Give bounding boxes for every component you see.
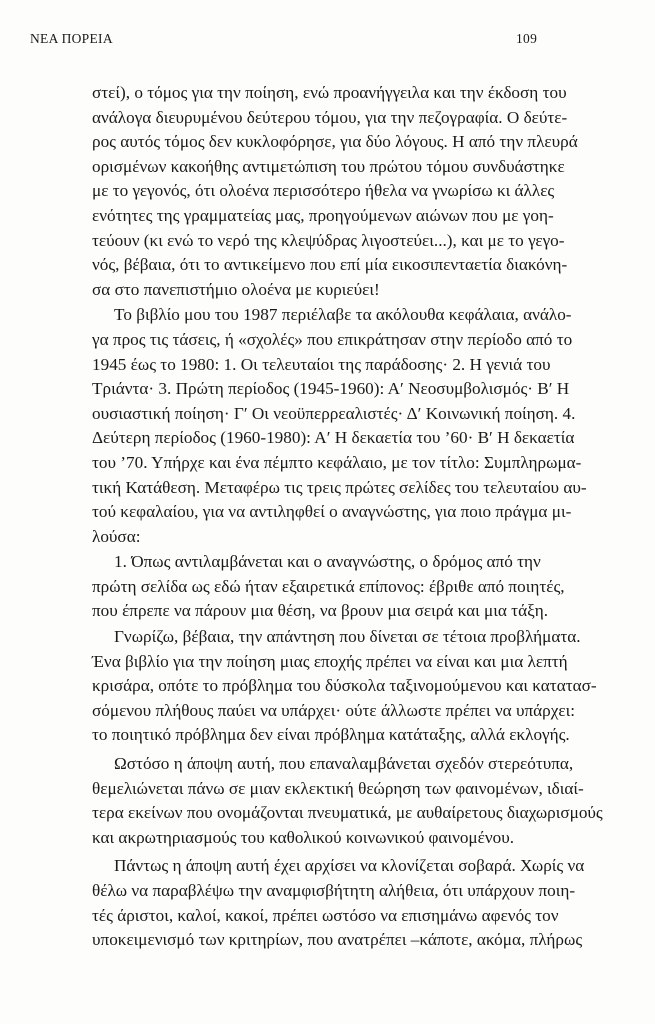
- text-line: τές άριστοι, καλοί, κακοί, πρέπει ωστόσο να επισημάνω αφενός τον: [92, 905, 559, 925]
- text-line: Ένα βιβλίο για την ποίηση μιας εποχής πρέπει να είναι και μια λεπτή: [92, 651, 568, 671]
- running-head: ΝΕΑ ΠΟΡΕΙΑ: [30, 31, 113, 46]
- text-line: σόμενου πλήθους παύει να υπάρχει· ούτε άλλωστε πρέπει να υπάρχει:: [92, 700, 575, 720]
- text-line: και ακρωτηριασμούς του καθολικού κοινωνικού φαινομένου.: [92, 827, 515, 847]
- text-line: ουσιαστική ποίηση· Γ′ Οι νεοϋπερρεαλιστές· Δ′ Κοινωνική ποίηση. 4.: [92, 403, 576, 423]
- text-line: γα προς τις τάσεις, ή «σχολές» που επικράτησαν στην περίοδο από το: [92, 329, 573, 349]
- text-line: νός, βέβαια, ότι το αντικείμενο που επί μία εικοσιπενταετία διακόνη-: [92, 255, 568, 275]
- text-line: ρος αυτός τόμος δεν κυκλοφόρησε, για δύο λόγους. Η από την πλευρά: [92, 132, 578, 152]
- text-line: στεί), ο τόμος για την ποίηση, ενώ προανήγγειλα και την έκδοση του: [92, 83, 567, 102]
- text-line: ανάλογα διευρυμένου δεύτερου τόμου, για την πεζογραφία. Ο δεύτε-: [92, 107, 568, 127]
- paragraph: [92, 752, 603, 850]
- text-line: Το βιβλίο μου του 1987 περιέλαβε τα ακόλουθα κεφάλαια, ανάλο-: [114, 305, 572, 325]
- text-line: σα στο πανεπιστήμιο ολοένα με κυριεύει!: [92, 279, 380, 299]
- page-number: 109: [516, 31, 538, 46]
- paragraph: [92, 854, 585, 952]
- text-line: 1. Όπως αντιλαμβάνεται και ο αναγνώστης, ο δρόμος από την: [114, 552, 541, 572]
- paragraph: [92, 550, 565, 624]
- text-line: που έπρεπε να πάρουν μια θέση, να βρουν μια σειρά και μια τάξη.: [92, 601, 549, 621]
- text-line: λούσα:: [92, 526, 141, 546]
- text-line: τερα εκείνων που ονομάζονται πνευματικά, με αυθαίρετους διαχωρισμούς: [92, 803, 603, 823]
- paragraph: [92, 303, 587, 549]
- body-text: [92, 81, 603, 953]
- text-line: θέλω να παραβλέψω την αναμφισβήτητη αλήθεια, ότι υπάρχουν ποιη-: [92, 881, 576, 900]
- text-line: θεμελιώνεται πάνω σε μιαν εκλεκτική θεώρηση των φαινομένων, ιδιαί-: [92, 778, 584, 798]
- text-line: Δεύτερη περίοδος (1960-1980): Α′ Η δεκαετία του ’60· Β′ Η δεκαετία: [92, 428, 575, 448]
- text-line: πρώτη σελίδα ως εδώ ήταν εξαιρετικά επίπονος: έβριθε από ποιητές,: [92, 576, 565, 596]
- text-line: τού κεφαλαίου, για να αντιληφθεί ο αναγνώστης, για ποιο πράγμα μι-: [92, 502, 572, 522]
- text-line: Ωστόσο η άποψη αυτή, που επαναλαμβάνεται σχεδόν στερεότυπα,: [114, 754, 574, 774]
- text-line: τεύουν (κι ενώ το νερό της κλεψύδρας λιγοστεύει...), και με το γεγο-: [92, 230, 565, 250]
- text-line: με το γεγονός, ότι ολοένα περισσότερο ήθελα να γνωρίσω κι άλλες: [92, 181, 555, 201]
- text-line: το ποιητικό πρόβλημα δεν είναι πρόβλημα κατάταξης, αλλά εκλογής.: [92, 725, 570, 745]
- text-line: κρισάρα, οπότε το πρόβλημα του δύσκολα ταξινομούμενου και κατατασ-: [92, 676, 597, 696]
- text-line: ενότητες της γραμματείας μας, προηγούμενων αιώνων που με γοη-: [92, 205, 554, 225]
- text-line: τική Κατάθεση. Μεταφέρω τις τρεις πρώτες σελίδες του τελευταίου αυ-: [92, 477, 587, 497]
- text-line: Γνωρίζω, βέβαια, την απάντηση που δίνεται σε τέτοια προβλήματα.: [114, 627, 581, 647]
- text-line: ορισμένων κακοήθης αντιμετώπιση του πρώτου τόμου συνδυάστηκε: [92, 156, 565, 176]
- text-line: του ’70. Υπήρχε και ένα πέμπτο κεφάλαιο, με τον τίτλο: Συμπληρωμα-: [92, 452, 582, 472]
- text-line: υποκειμενισμό των κριτηρίων, που ανατρέπει –κάποτε, ακόμα, πλήρως: [92, 930, 583, 950]
- paragraph: [92, 625, 597, 748]
- text-line: Τριάντα· 3. Πρώτη περίοδος (1945-1960): Α′ Νεοσυμβολισμός· Β′ Η: [92, 379, 570, 399]
- paragraph: [92, 81, 578, 302]
- text-line: Πάντως η άποψη αυτή έχει αρχίσει να κλονίζεται σοβαρά. Χωρίς να: [114, 856, 585, 876]
- text-line: 1945 έως το 1980: 1. Οι τελευταίοι της παράδοσης· 2. Η γενιά του: [92, 354, 551, 374]
